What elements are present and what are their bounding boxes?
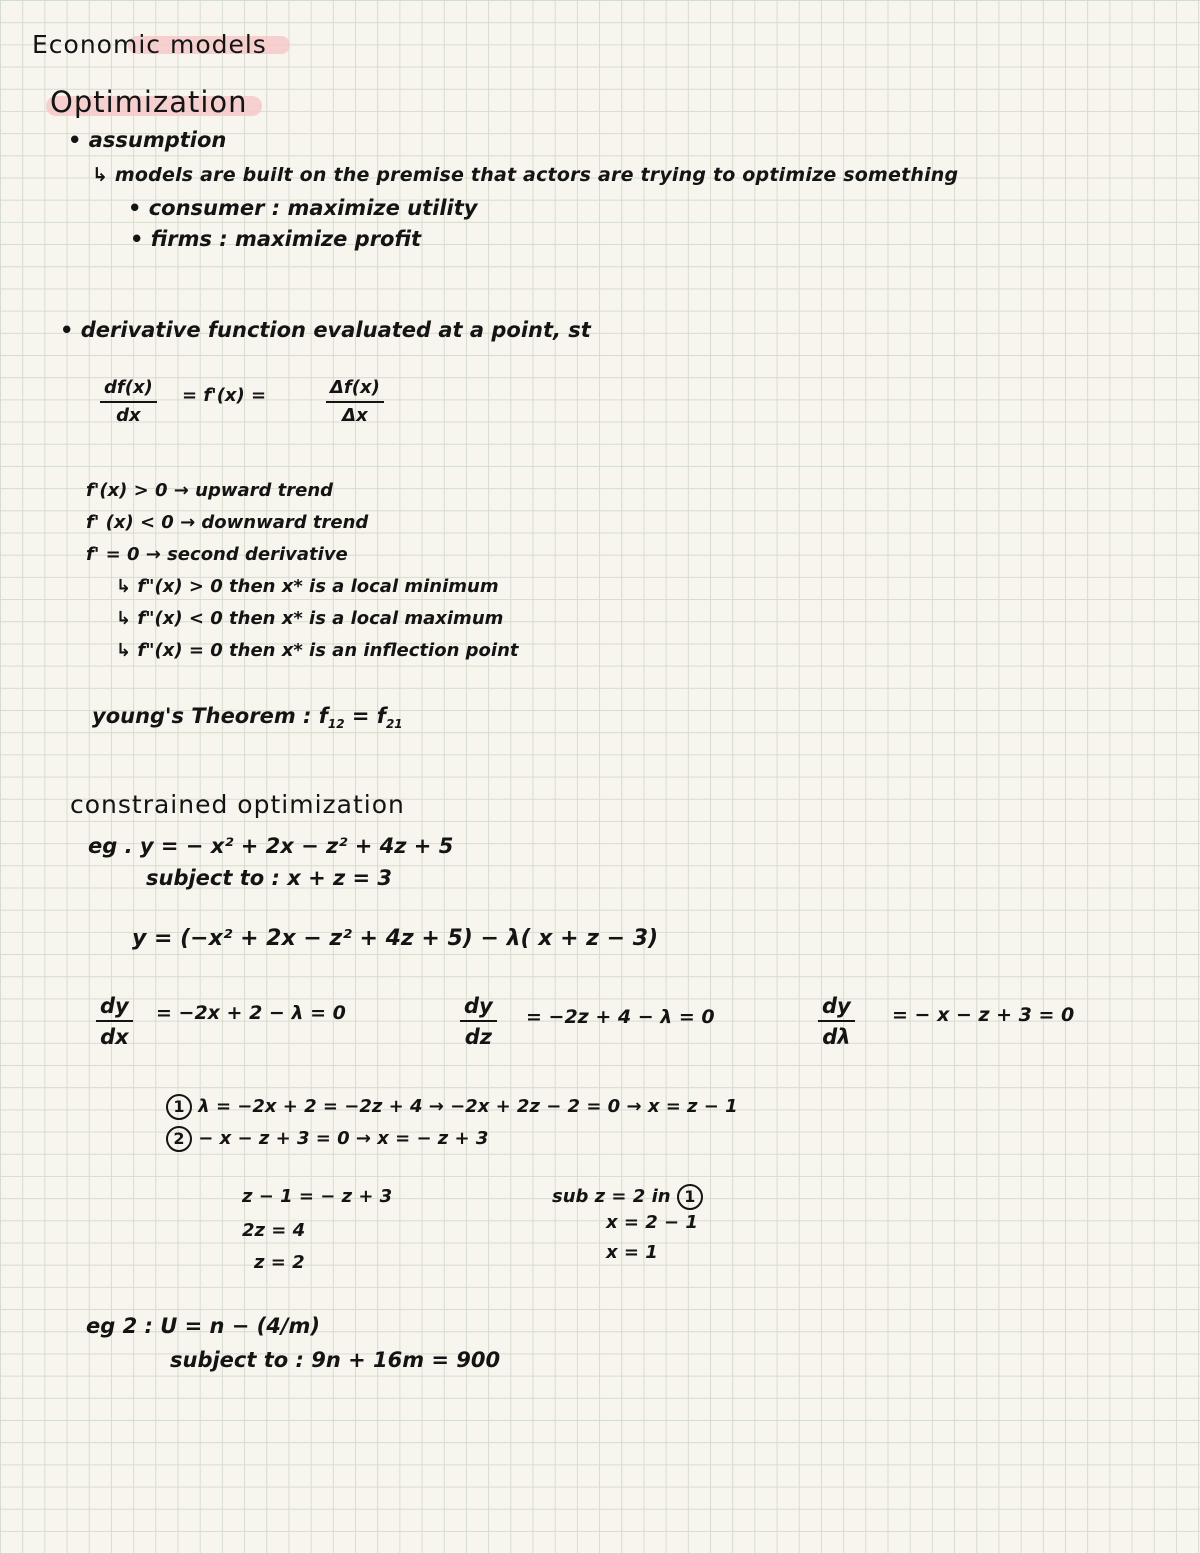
dy-dx-denominator: dx [100,1025,129,1050]
derivative-heading: • derivative function evaluated at a point, st [60,318,591,342]
youngs-equals: = f [344,704,386,728]
page-title: Economic models [32,30,267,59]
substitution-step-1: x = 2 − 1 [606,1212,698,1233]
dy-dx-fraction [96,994,133,1049]
optimization-heading: Optimization [50,85,248,119]
derivative-lhs-numerator: df(x) [100,378,157,403]
sub-rule-minimum: ↳ f"(x) > 0 then x* is a local minimum [116,576,499,597]
derivative-rhs-numerator: Δf(x) [326,378,384,403]
substitution-step-2: x = 1 [606,1242,658,1263]
subject-to-2: subject to : 9n + 16m = 900 [170,1348,501,1372]
solve-step-3: z = 2 [254,1252,305,1273]
equation-1: λ = −2x + 2 = −2z + 4 → −2x + 2z − 2 = 0 → x = z − 1 [198,1096,738,1117]
subject-to-1: subject to : x + z = 3 [146,866,393,890]
youngs-subscript-2: 21 [385,717,403,732]
consumer-bullet: • consumer : maximize utility [128,196,478,220]
youngs-subscript-1: 12 [327,717,345,732]
dy-dlambda-denominator: dλ [822,1025,851,1050]
dy-dlambda-fraction [818,994,855,1049]
circled-number-1-ref: 1 [677,1184,703,1210]
derivative-rhs-fraction [326,378,384,426]
substitution-label: sub z = 2 in [552,1186,671,1207]
dy-dx-equation: = −2x + 2 − λ = 0 [156,1002,346,1024]
dy-dlambda-numerator: dy [818,994,855,1022]
circled-number-1: 1 [166,1094,192,1120]
firms-bullet: • firms : maximize profit [130,227,422,251]
lagrangian: y = (−x² + 2x − z² + 4z + 5) − λ( x + z − 3) [132,926,659,951]
circled-number-2: 2 [166,1126,192,1152]
dy-dx-numerator: dy [96,994,133,1022]
sub-rule-maximum: ↳ f"(x) < 0 then x* is a local maximum [116,608,504,629]
derivative-rhs-denominator: Δx [342,404,368,426]
constrained-heading: constrained optimization [70,790,405,819]
youngs-theorem-label: young's Theorem : f [92,704,328,728]
equation-2: − x − z + 3 = 0 → x = − z + 3 [198,1128,489,1149]
solve-step-2: 2z = 4 [242,1220,306,1241]
dy-dz-equation: = −2z + 4 − λ = 0 [526,1006,715,1028]
sub-rule-inflection: ↳ f"(x) = 0 then x* is an inflection point [116,640,519,661]
derivative-middle: = f'(x) = [182,385,267,406]
assumption-label: • assumption [68,128,227,152]
assumption-text: ↳ models are built on the premise that actors are trying to optimize something [92,164,959,186]
equation-1-line [166,1094,738,1120]
dy-dz-denominator: dz [464,1025,492,1050]
substitution-line [552,1184,703,1210]
derivative-lhs-denominator: dx [116,404,141,426]
dy-dz-numerator: dy [460,994,497,1022]
youngs-theorem [92,706,403,730]
dy-dlambda-equation: = − x − z + 3 = 0 [892,1004,1075,1026]
equation-2-line [166,1126,488,1152]
rule-second-derivative: f' = 0 → second derivative [86,544,348,565]
solve-step-1: z − 1 = − z + 3 [242,1186,393,1207]
example-1: eg . y = − x² + 2x − z² + 4z + 5 [88,834,454,858]
example-2: eg 2 : U = n − (4/m) [86,1314,321,1338]
rule-downward: f' (x) < 0 → downward trend [86,512,369,533]
rule-upward: f'(x) > 0 → upward trend [86,480,334,501]
dy-dz-fraction [460,994,497,1049]
derivative-lhs-fraction [100,378,157,426]
